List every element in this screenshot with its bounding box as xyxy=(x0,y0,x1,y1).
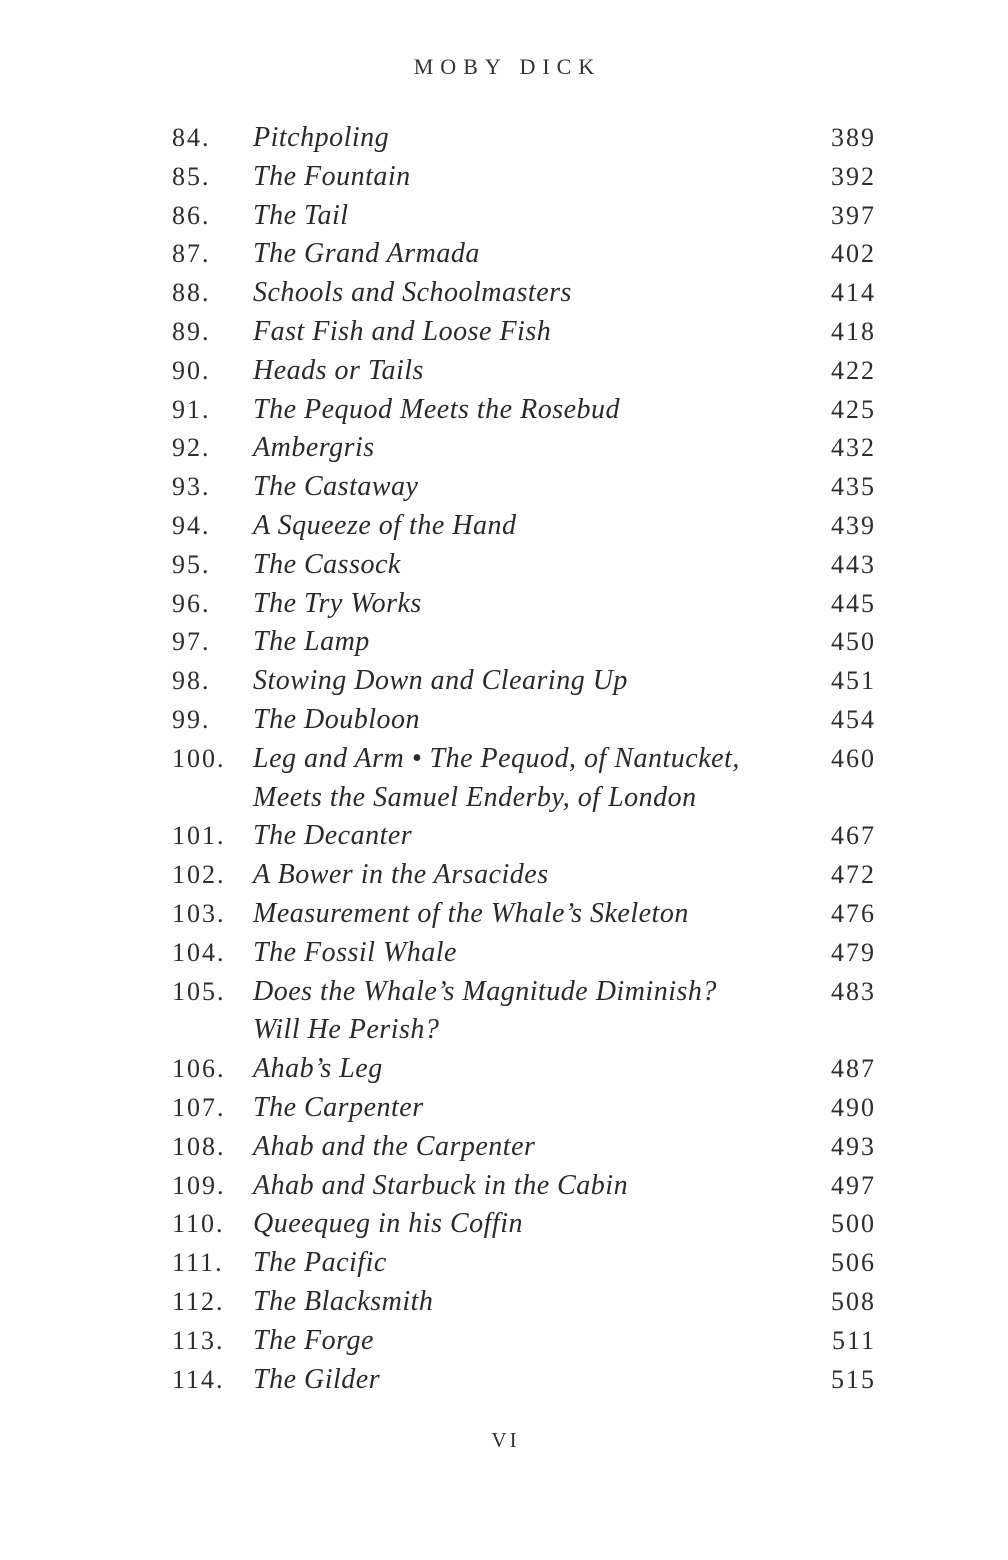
chapter-title: The Pequod Meets the Rosebud xyxy=(253,393,621,425)
chapter-number: 89. xyxy=(172,316,211,346)
toc-entry xyxy=(172,235,876,274)
chapter-page-number: 476 xyxy=(831,898,876,928)
chapter-page-number: 435 xyxy=(831,472,876,502)
chapter-title: Heads or Tails xyxy=(253,354,424,386)
chapter-title: The Fountain xyxy=(253,160,411,192)
chapter-title: Fast Fish and Loose Fish xyxy=(253,315,552,347)
toc-entry xyxy=(172,585,876,624)
chapter-title-block xyxy=(253,1361,831,1400)
chapter-title-block xyxy=(253,391,831,430)
chapter-page-number: 432 xyxy=(831,433,876,463)
table-of-contents xyxy=(172,119,876,1399)
chapter-number: 87. xyxy=(172,239,211,269)
chapter-title-block xyxy=(253,274,831,313)
toc-entry xyxy=(172,701,876,740)
toc-entry xyxy=(172,313,876,352)
chapter-number: 110. xyxy=(172,1209,225,1239)
chapter-title: The Carpenter xyxy=(253,1091,424,1123)
chapter-number: 93. xyxy=(172,472,211,502)
chapter-title-block xyxy=(253,1128,831,1167)
chapter-number: 105. xyxy=(172,976,226,1006)
toc-entry xyxy=(172,1322,876,1361)
chapter-number: 94. xyxy=(172,510,211,540)
chapter-title-block xyxy=(253,119,831,158)
chapter-title-block xyxy=(253,934,831,973)
chapter-number: 109. xyxy=(172,1170,226,1200)
chapter-title: The Lamp xyxy=(253,626,370,658)
chapter-number: 106. xyxy=(172,1054,226,1084)
chapter-page-number: 490 xyxy=(831,1092,876,1122)
chapter-title: The Grand Armada xyxy=(253,238,480,270)
toc-entry xyxy=(172,468,876,507)
chapter-number: 97. xyxy=(172,627,211,657)
chapter-page-number: 467 xyxy=(831,821,876,851)
toc-entry xyxy=(172,546,876,585)
toc-entry xyxy=(172,1361,876,1400)
chapter-title-block xyxy=(253,158,831,197)
toc-entry xyxy=(172,1283,876,1322)
toc-entry xyxy=(172,429,876,468)
chapter-page-number: 460 xyxy=(831,743,876,773)
chapter-title-block xyxy=(253,235,831,274)
chapter-title: Does the Whale’s Magnitude Diminish? xyxy=(253,975,717,1007)
chapter-page-number: 483 xyxy=(831,976,876,1006)
toc-entry xyxy=(172,856,876,895)
chapter-number: 103. xyxy=(172,898,226,928)
chapter-number: 111. xyxy=(172,1248,224,1278)
toc-entry xyxy=(172,1244,876,1283)
chapter-number: 99. xyxy=(172,704,211,734)
chapter-page-number: 500 xyxy=(831,1209,876,1239)
chapter-page-number: 508 xyxy=(831,1286,876,1316)
chapter-title-block xyxy=(253,856,831,895)
chapter-title: Ahab’s Leg xyxy=(253,1053,383,1085)
chapter-title-block xyxy=(253,1089,831,1128)
chapter-number: 113. xyxy=(172,1325,225,1355)
chapter-title-block xyxy=(253,507,831,546)
chapter-page-number: 418 xyxy=(831,316,876,346)
chapter-page-number: 479 xyxy=(831,937,876,967)
chapter-title-block xyxy=(253,1050,831,1089)
chapter-title-block xyxy=(253,313,831,352)
chapter-page-number: 506 xyxy=(831,1248,876,1278)
folio-page-number: VI xyxy=(491,1428,520,1452)
chapter-title: Ahab and the Carpenter xyxy=(253,1130,536,1162)
chapter-number: 84. xyxy=(172,123,211,152)
toc-entry xyxy=(172,662,876,701)
chapter-title-block xyxy=(253,352,831,391)
chapter-title-block xyxy=(253,662,831,701)
chapter-number: 108. xyxy=(172,1131,226,1161)
toc-entry xyxy=(172,973,876,1051)
toc-entry xyxy=(172,507,876,546)
chapter-number: 107. xyxy=(172,1092,226,1122)
chapter-title-block xyxy=(253,585,831,624)
chapter-page-number: 392 xyxy=(831,161,876,191)
chapter-title: Pitchpoling xyxy=(253,122,390,153)
chapter-title-block xyxy=(253,468,831,507)
chapter-title: A Bower in the Arsacides xyxy=(253,859,549,891)
toc-entry xyxy=(172,1128,876,1167)
chapter-title: Ambergris xyxy=(253,432,375,464)
chapter-title: Queequeg in his Coffin xyxy=(253,1208,523,1240)
chapter-page-number: 472 xyxy=(831,860,876,890)
chapter-number: 96. xyxy=(172,588,211,618)
chapter-title: Leg and Arm • The Pequod, of Nantucket, xyxy=(253,742,740,774)
toc-entry xyxy=(172,274,876,313)
chapter-title: The Tail xyxy=(253,199,349,231)
chapter-title: The Pacific xyxy=(253,1247,387,1279)
chapter-number: 91. xyxy=(172,394,211,424)
chapter-title-block xyxy=(253,429,831,468)
chapter-title: Stowing Down and Clearing Up xyxy=(253,665,628,697)
chapter-title: The Castaway xyxy=(253,471,419,503)
chapter-number: 114. xyxy=(172,1364,225,1394)
toc-entry xyxy=(172,934,876,973)
chapter-page-number: 493 xyxy=(831,1131,876,1161)
chapter-title: The Cassock xyxy=(253,548,401,580)
chapter-number: 90. xyxy=(172,355,211,385)
chapter-number: 101. xyxy=(172,821,226,851)
chapter-title-block xyxy=(253,1322,832,1361)
toc-entry xyxy=(172,1089,876,1128)
chapter-page-number: 422 xyxy=(831,355,876,385)
toc-entry xyxy=(172,895,876,934)
chapter-title: The Gilder xyxy=(253,1363,381,1395)
chapter-number: 104. xyxy=(172,937,226,967)
chapter-page-number: 397 xyxy=(831,200,876,230)
chapter-number: 112. xyxy=(172,1286,225,1316)
chapter-title: Schools and Schoolmasters xyxy=(253,277,572,309)
chapter-page-number: 443 xyxy=(831,549,876,579)
toc-entry xyxy=(172,197,876,236)
chapter-title: The Blacksmith xyxy=(253,1285,434,1317)
chapter-title-block xyxy=(253,1167,831,1206)
chapter-page-number: 389 xyxy=(831,123,876,152)
toc-entry xyxy=(172,158,876,197)
toc-entry xyxy=(172,352,876,391)
chapter-title-block xyxy=(253,740,831,818)
chapter-title: Measurement of the Whale’s Skeleton xyxy=(253,897,689,929)
toc-entry xyxy=(172,623,876,662)
toc-entry xyxy=(172,1205,876,1244)
chapter-title-block xyxy=(253,817,831,856)
running-head-title: MOBY DICK xyxy=(413,54,602,79)
chapter-title-block xyxy=(253,1205,831,1244)
chapter-number: 92. xyxy=(172,433,211,463)
chapter-page-number: 445 xyxy=(831,588,876,618)
chapter-number: 98. xyxy=(172,666,211,696)
chapter-page-number: 487 xyxy=(831,1054,876,1084)
chapter-number: 88. xyxy=(172,278,211,308)
chapter-title-block xyxy=(253,1244,831,1283)
chapter-title: The Forge xyxy=(253,1324,374,1356)
chapter-page-number: 414 xyxy=(831,278,876,308)
chapter-title-block xyxy=(253,623,831,662)
toc-entry xyxy=(172,391,876,430)
chapter-title-block xyxy=(253,895,831,934)
chapter-page-number: 454 xyxy=(831,704,876,734)
chapter-page-number: 515 xyxy=(831,1364,876,1394)
chapter-title: The Try Works xyxy=(253,587,422,619)
toc-entry xyxy=(172,817,876,856)
chapter-number: 100. xyxy=(172,743,226,773)
chapter-page-number: 451 xyxy=(831,666,876,696)
chapter-page-number: 439 xyxy=(831,510,876,540)
chapter-title-continuation: Will He Perish? xyxy=(253,1014,440,1046)
chapter-number: 95. xyxy=(172,549,211,579)
chapter-page-number: 497 xyxy=(831,1170,876,1200)
chapter-title: The Decanter xyxy=(253,820,413,852)
chapter-title: Ahab and Starbuck in the Cabin xyxy=(253,1169,629,1201)
chapter-number: 85. xyxy=(172,161,211,191)
chapter-page-number: 511 xyxy=(831,1325,876,1355)
chapter-title-block xyxy=(253,701,831,740)
chapter-page-number: 402 xyxy=(831,239,876,269)
toc-entry xyxy=(172,740,876,818)
chapter-title-block xyxy=(253,973,831,1051)
chapter-title: A Squeeze of the Hand xyxy=(253,509,517,541)
chapter-title-block xyxy=(253,546,831,585)
chapter-page-number: 425 xyxy=(831,394,876,424)
toc-entry xyxy=(172,1050,876,1089)
toc-entry xyxy=(172,1167,876,1206)
chapter-title-block xyxy=(253,1283,831,1322)
chapter-title-block xyxy=(253,197,831,236)
chapter-number: 102. xyxy=(172,860,226,890)
chapter-number: 86. xyxy=(172,200,211,230)
chapter-title-continuation: Meets the Samuel Enderby, of London xyxy=(253,781,697,813)
chapter-title: The Doubloon xyxy=(253,703,420,735)
chapter-title: The Fossil Whale xyxy=(253,936,457,968)
toc-entry xyxy=(172,119,876,158)
chapter-page-number: 450 xyxy=(831,627,876,657)
